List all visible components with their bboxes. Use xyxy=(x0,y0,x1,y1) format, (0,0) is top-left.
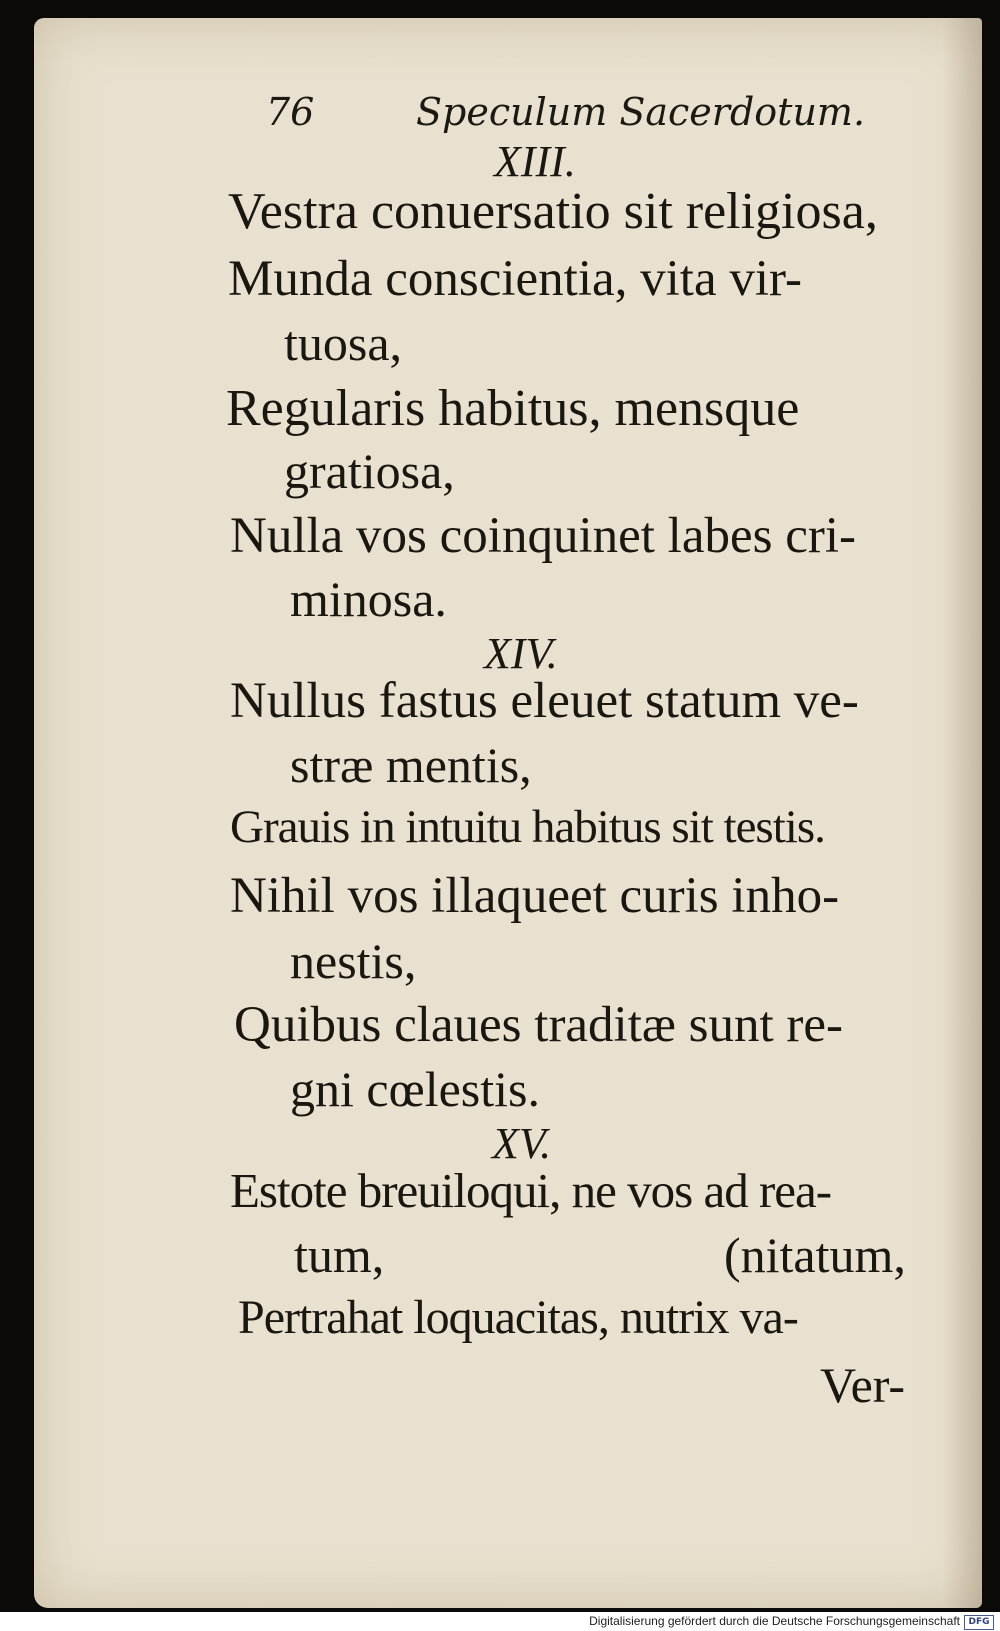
verse-line: Nullus fastus eleuet statum ve- xyxy=(230,673,859,729)
running-header xyxy=(266,90,865,134)
verse-line: Regularis habitus, mensque xyxy=(226,380,800,437)
verse-line-continuation: tuosa, xyxy=(284,315,403,371)
verse-line: Nihil vos illaqueet curis inho- xyxy=(230,868,840,924)
credit-text: Digitalisierung gefördert durch die Deutsche Forschungsgemeinschaft xyxy=(589,1614,960,1628)
verse-line: Pertrahat loquacitas, nutrix va- xyxy=(238,1291,798,1344)
digitization-credit xyxy=(0,1612,1000,1631)
verse-line-continuation: tum, xyxy=(294,1227,385,1283)
verse-line: Nulla vos coinquinet labes cri- xyxy=(230,508,856,564)
verse-line-continuation: minosa. xyxy=(290,571,447,627)
verse-line: Munda conscientia, vita vir- xyxy=(228,251,802,307)
verse-line-continuation: gni cœlestis. xyxy=(290,1061,540,1117)
dfg-logo: DFG xyxy=(964,1615,994,1630)
catchword: Ver- xyxy=(820,1357,906,1413)
verse-line: Estote breuiloqui, ne vos ad rea- xyxy=(230,1163,832,1218)
stanza-heading: XV. xyxy=(492,1119,552,1168)
verse-line: Quibus claues traditæ sunt re- xyxy=(234,997,844,1053)
verse-line: Vestra conuersatio sit religiosa, xyxy=(228,183,878,240)
verse-line-continuation: nestis, xyxy=(290,933,417,989)
book-page xyxy=(34,18,982,1608)
verse-line: Grauis in intuitu habitus sit testis. xyxy=(230,801,825,853)
stanza-heading: XIV. xyxy=(484,629,558,678)
page-number: 76 xyxy=(266,90,315,134)
verse-turnover: (nitatum, xyxy=(724,1227,906,1283)
running-title: Speculum Sacerdotum. xyxy=(416,90,866,134)
verse-line-continuation: gratiosa, xyxy=(284,443,455,499)
stanza-heading: XIII. xyxy=(494,137,576,186)
verse-line-continuation: stræ mentis, xyxy=(290,737,532,793)
